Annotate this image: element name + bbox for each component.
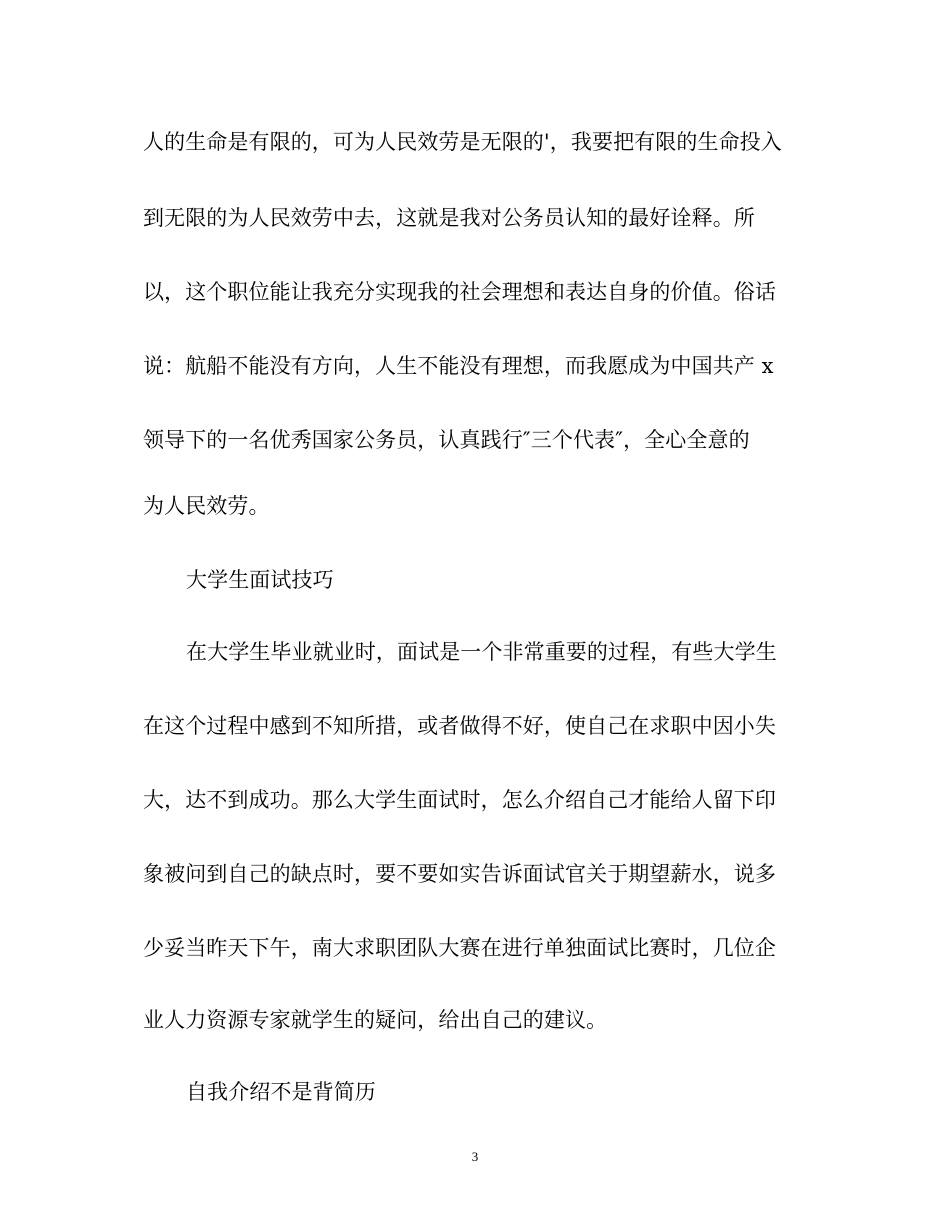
section-heading: 大学生面试技巧	[186, 568, 334, 592]
paragraph-line: 业人力资源专家就学生的疑问，给出自己的建议。	[143, 1008, 608, 1032]
paragraph-line: 在这个过程中感到不知所措，或者做得不好，使自己在求职中因小失	[143, 714, 776, 738]
paragraph-line: 在大学生毕业就业时，面试是一个非常重要的过程，有些大学生	[186, 640, 777, 664]
paragraph-line: 说：航船不能没有方向，人生不能没有理想，而我愿成为中国共产 x	[143, 354, 774, 378]
paragraph-line: 以，这个职位能让我充分实现我的社会理想和表达自身的价值。俗话	[143, 280, 776, 304]
section-heading: 自我介绍不是背简历	[186, 1080, 376, 1104]
paragraph-line: 大，达不到成功。那么大学生面试时，怎么介绍自己才能给人留下印	[143, 788, 776, 812]
paragraph-line: 人的生命是有限的，可为人民效劳是无限的'，我要把有限的生命投入	[143, 130, 782, 154]
paragraph-line: 少妥当昨天下午，南大求职团队大赛在进行单独面试比赛时，几位企	[143, 936, 776, 960]
page-number: 3	[471, 1149, 479, 1164]
paragraph-line: 领导下的一名优秀国家公务员，认真践行″三个代表″，全心全意的	[143, 428, 750, 452]
paragraph-line: 到无限的为人民效劳中去，这就是我对公务员认知的最好诠释。所	[143, 206, 755, 230]
paragraph-line: 为人民效劳。	[143, 494, 270, 518]
paragraph-line: 象被问到自己的缺点时，要不要如实告诉面试官关于期望薪水，说多	[143, 862, 776, 886]
